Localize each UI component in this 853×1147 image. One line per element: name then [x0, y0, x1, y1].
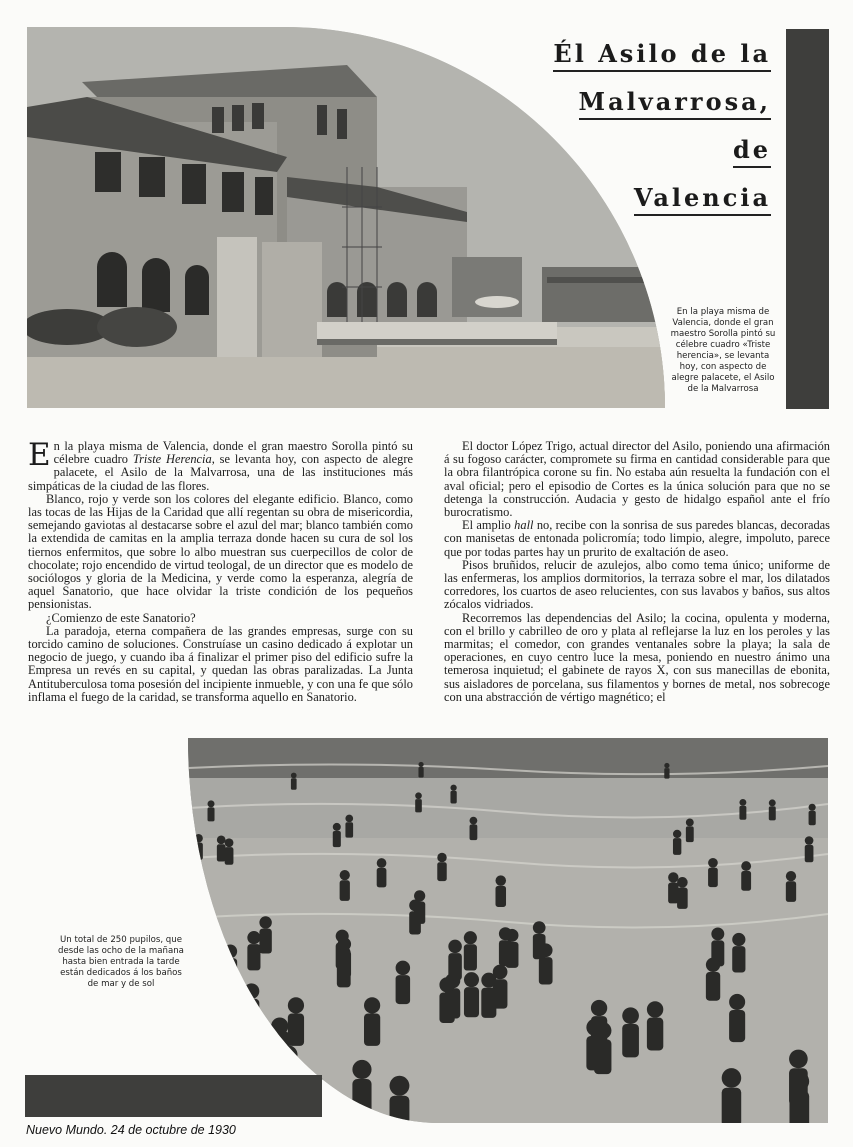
article-column-left — [28, 437, 414, 704]
bather-figure — [729, 994, 745, 1042]
bather-figure — [415, 792, 422, 812]
title-line-2: Malvarrosa, — [521, 78, 771, 126]
bather-figure — [291, 773, 297, 790]
paragraph: En la playa misma de Valencia, donde el gran maestro Sorolla pintó su célebre cuadro Triste Herencia, se levanta hoy, con aspecto de alegre palacete, el Asilo de la Malvarrosa, una de las instituciones más simpáticas de la ciudad de las flores. — [28, 437, 414, 493]
paragraph: El doctor López Trigo, actual director del Asilo, poniendo una afirmación á su fogoso carácter, compromete su firma en cantidad considerable para que la obra filantrópica corone su fin. No estaba aún resuelta la fundación con el aval oficial; pero el episodio de Cortes es la única solución para que no se detenga la construcción. Audacia y gesto de hidalgo español ante el frío burocratismo. — [444, 439, 830, 520]
bather-figure — [223, 945, 237, 986]
bather-figure — [464, 972, 479, 1017]
bather-figure — [789, 1050, 808, 1106]
paragraph: Blanco, rojo y verde son los colores del elegante edificio. Blanco, como las tocas de las Hijas de la Caridad que allí regentan su obra de misericordia, semejando gaviotas al destacarse sobre el azul del mar; blanco también como la extendida de camitas en la amplia terraza donde hacen su cura de sol los tiernos enfermitos, que sobre lo albo muestran sus cuerpecillos de color de chocolate; rojo encendido de virtud teologal, de un director que es modelo de sociólogos y gloria de la Medicina, y verde como la esperanza, alegría de aquel Sanatorio, que hace olvidar la triste condición de los pequeños pensionistas. — [28, 491, 413, 612]
bather-figure — [741, 861, 751, 891]
bather-figure — [439, 977, 454, 1023]
bather-figure — [437, 853, 446, 881]
title-line-1: Él Asilo de la — [521, 30, 771, 78]
bather-figure — [706, 958, 720, 1001]
bather-figure — [499, 927, 512, 966]
article-title — [521, 30, 771, 222]
paragraph: La paradoja, eterna compañera de las grandes empresas, surge con su torcido camino de soluciones. Construíase un casino dedicado á explotar un negocio de juego, y cuando iba á finalizar el primer piso del edificio sufre la Empresa un revés en su capital, y quedan las obras paralizadas. La Junta Antituberculosa toma posesión del incipiente inmueble, y con una fe que sólo inflama el fuego de la caridad, se transforma aquello en Sanatorio. — [28, 623, 413, 704]
bather-figure — [247, 931, 260, 970]
bather-figure — [364, 997, 380, 1046]
bather-figure — [338, 937, 351, 977]
bather-figure — [396, 961, 411, 1005]
bather-figure — [647, 1001, 663, 1050]
beach-illustration — [188, 738, 828, 1123]
bather-figure — [470, 817, 478, 840]
paragraph: Pisos bruñidos, relucir de azulejos, albo como tema único; uniforme de las enfermeras, los amplios dormitorios, la terraza sobre el mar, los dilatados corredores, los cuartos de aseo relucientes, con sus lavabos y baños, sus altos zócalos vidriados. — [444, 557, 830, 612]
bather-figure — [664, 763, 669, 779]
bather-figure — [739, 799, 746, 820]
bather-figure — [390, 1076, 410, 1123]
bather-figure — [208, 800, 215, 821]
bather-figure — [668, 872, 678, 903]
bather-figure — [677, 877, 688, 909]
source-credit: Nuevo Mundo. 24 de octubre de 1930 — [26, 1123, 236, 1137]
bather-figure — [377, 858, 387, 887]
bather-figure — [686, 819, 694, 843]
bather-figure — [345, 815, 353, 838]
bather-figure — [418, 762, 423, 778]
bather-figure — [586, 1019, 603, 1071]
beach-photo — [188, 738, 828, 1123]
photo-caption-bottom: Un total de 250 pupilos, que desde las ocho de la mañana hasta bien entrada la tarde están dedicados á los baños de mar y de sol — [58, 935, 184, 989]
bather-figure — [708, 858, 718, 887]
bather-figure — [481, 973, 496, 1018]
bather-figure — [352, 1060, 371, 1117]
bather-figure — [333, 823, 341, 847]
bather-figure — [786, 871, 796, 902]
bather-figure — [217, 836, 226, 862]
article-column-right — [444, 440, 830, 704]
decorative-bar-bottom — [25, 1075, 322, 1117]
title-line-3: de — [521, 126, 771, 174]
bather-figure — [673, 830, 681, 855]
bather-figure — [448, 940, 462, 981]
bather-figure — [622, 1007, 639, 1057]
bather-figure — [732, 933, 745, 973]
title-line-4: Valencia — [521, 174, 771, 222]
paragraph: ¿Comienzo de este Sanatorio? — [46, 610, 196, 625]
bather-figure — [194, 834, 203, 860]
bather-figure — [414, 890, 425, 924]
bather-figure — [805, 836, 814, 862]
bather-figure — [769, 799, 776, 820]
photo-caption-top: En la playa misma de Valencia, donde el gran maestro Sorolla pintó su célebre cuadro «Triste herencia», se levanta hoy, con aspecto de alegre palacete, el Asilo de la Malvarrosa — [670, 307, 776, 394]
bather-figure — [495, 875, 506, 907]
drop-cap: E — [28, 437, 51, 473]
bather-figure — [237, 993, 253, 1041]
paragraph: Recorremos las dependencias del Asilo; la cocina, opulenta y moderna, con el brillo y cabrilleo de oro y plata al reflejarse la luz en los peroles y las marmitas; el comedor, con grandes ventanales sobre la playa; la sala de operaciones, en cuyo centro luce la mesa, poniendo en nuestro ánimo una temerosa inquietud; el gabinete de rayos X, con sus manecillas de ebonita, sus aisladores de porcelana, sus filamentos y bornes de metal, nos sobrecoge con una abstracción de vértigo magnético; el — [444, 610, 830, 704]
paragraph: El amplio hall no, recibe con la sonrisa de sus paredes blancas, decoradas con manisetas de entonada policromía; todo limpio, alegre, impoluto, parece que por todas partes hay un prurito de exaltación de aseo. — [444, 518, 830, 559]
bather-figure — [225, 838, 234, 864]
bather-figure — [809, 804, 816, 826]
bather-figure — [259, 916, 271, 953]
bather-figure — [450, 785, 456, 804]
bather-figure — [533, 921, 546, 959]
bather-figure — [244, 983, 260, 1030]
bather-figure — [722, 1068, 742, 1123]
bather-figure — [464, 931, 477, 970]
bather-figure — [206, 963, 221, 1007]
decorative-bar-right — [786, 29, 829, 409]
bather-figure — [340, 870, 350, 901]
